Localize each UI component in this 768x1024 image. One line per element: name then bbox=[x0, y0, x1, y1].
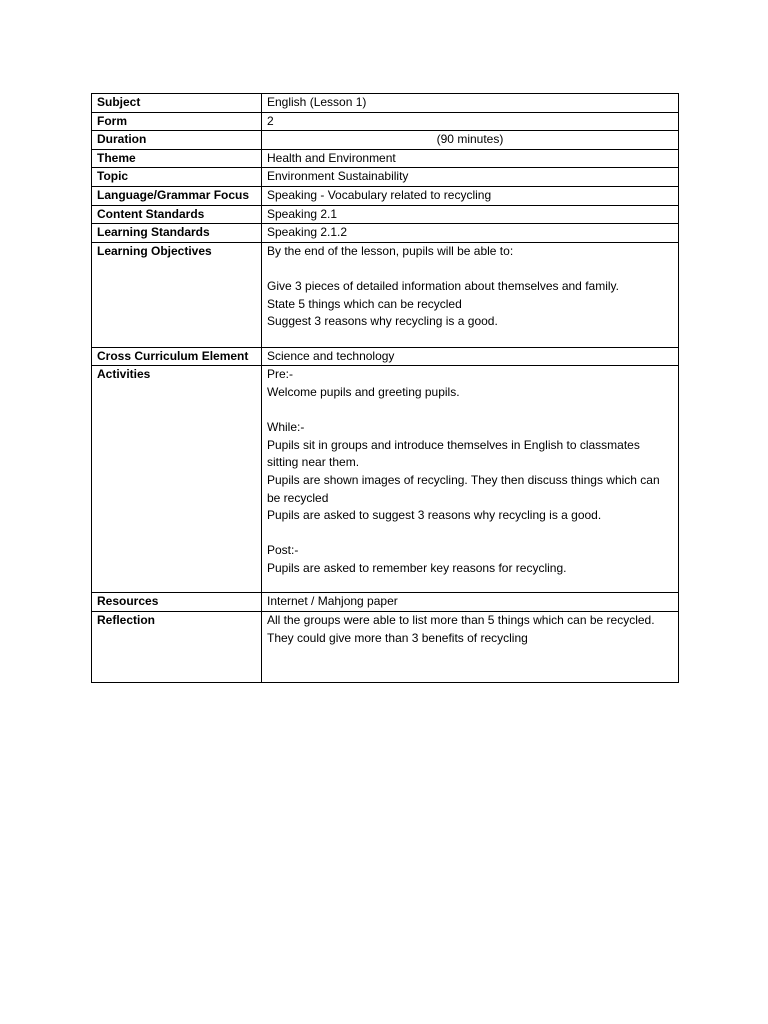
objective-item: Give 3 pieces of detailed information about themselves and family. bbox=[267, 278, 619, 293]
duration-value: (90 minutes) bbox=[262, 131, 679, 150]
content-standards-value: Speaking 2.1 bbox=[262, 205, 679, 224]
reflection-value bbox=[262, 611, 679, 682]
language-focus-label: Language/Grammar Focus bbox=[92, 186, 262, 205]
activities-value bbox=[262, 366, 679, 593]
lesson-plan-table bbox=[91, 93, 679, 683]
content-standards-label: Content Standards bbox=[92, 205, 262, 224]
theme-value: Health and Environment bbox=[262, 149, 679, 168]
language-focus-value: Speaking - Vocabulary related to recycling bbox=[262, 186, 679, 205]
row-content-standards bbox=[92, 205, 679, 224]
objective-item: State 5 things which can be recycled bbox=[267, 296, 462, 311]
subject-value: English (Lesson 1) bbox=[262, 94, 679, 113]
subject-label: Subject bbox=[92, 94, 262, 113]
row-theme bbox=[92, 149, 679, 168]
activity-item: Pupils are asked to remember key reasons for recycling. bbox=[267, 560, 567, 575]
duration-label: Duration bbox=[92, 131, 262, 150]
topic-value: Environment Sustainability bbox=[262, 168, 679, 187]
row-learning-objectives bbox=[92, 242, 679, 347]
row-cross-curriculum bbox=[92, 347, 679, 366]
activity-item: Pupils sit in groups and introduce themselves in English to classmates sitting near them. bbox=[267, 437, 640, 470]
row-subject bbox=[92, 94, 679, 113]
reflection-item: All the groups were able to list more than 5 things which can be recycled. bbox=[267, 612, 655, 627]
learning-objectives-value bbox=[262, 242, 679, 347]
row-duration bbox=[92, 131, 679, 150]
reflection-label: Reflection bbox=[92, 611, 262, 682]
while-heading: While:- bbox=[267, 420, 305, 435]
topic-label: Topic bbox=[92, 168, 262, 187]
row-language-focus bbox=[92, 186, 679, 205]
form-label: Form bbox=[92, 112, 262, 131]
row-topic bbox=[92, 168, 679, 187]
activity-item: Pupils are asked to suggest 3 reasons why recycling is a good. bbox=[267, 508, 602, 523]
reflection-item: They could give more than 3 benefits of recycling bbox=[267, 630, 528, 645]
row-resources bbox=[92, 593, 679, 612]
activity-item: Pupils are shown images of recycling. They then discuss things which can be recycled bbox=[267, 472, 660, 505]
resources-label: Resources bbox=[92, 593, 262, 612]
resources-value: Internet / Mahjong paper bbox=[262, 593, 679, 612]
activities-label: Activities bbox=[92, 366, 262, 593]
objective-item: Suggest 3 reasons why recycling is a good. bbox=[267, 314, 498, 329]
post-heading: Post:- bbox=[267, 543, 299, 558]
learning-standards-value: Speaking 2.1.2 bbox=[262, 224, 679, 243]
cross-curriculum-label: Cross Curriculum Element bbox=[92, 347, 262, 366]
pre-heading: Pre:- bbox=[267, 367, 294, 382]
objectives-intro: By the end of the lesson, pupils will be able to: bbox=[267, 243, 514, 258]
form-value: 2 bbox=[262, 112, 679, 131]
row-reflection bbox=[92, 611, 679, 682]
learning-standards-label: Learning Standards bbox=[92, 224, 262, 243]
lesson-plan-page bbox=[91, 93, 679, 683]
learning-objectives-label: Learning Objectives bbox=[92, 242, 262, 347]
row-form bbox=[92, 112, 679, 131]
activity-item: Welcome pupils and greeting pupils. bbox=[267, 384, 460, 399]
cross-curriculum-value: Science and technology bbox=[262, 347, 679, 366]
theme-label: Theme bbox=[92, 149, 262, 168]
row-activities bbox=[92, 366, 679, 593]
row-learning-standards bbox=[92, 224, 679, 243]
